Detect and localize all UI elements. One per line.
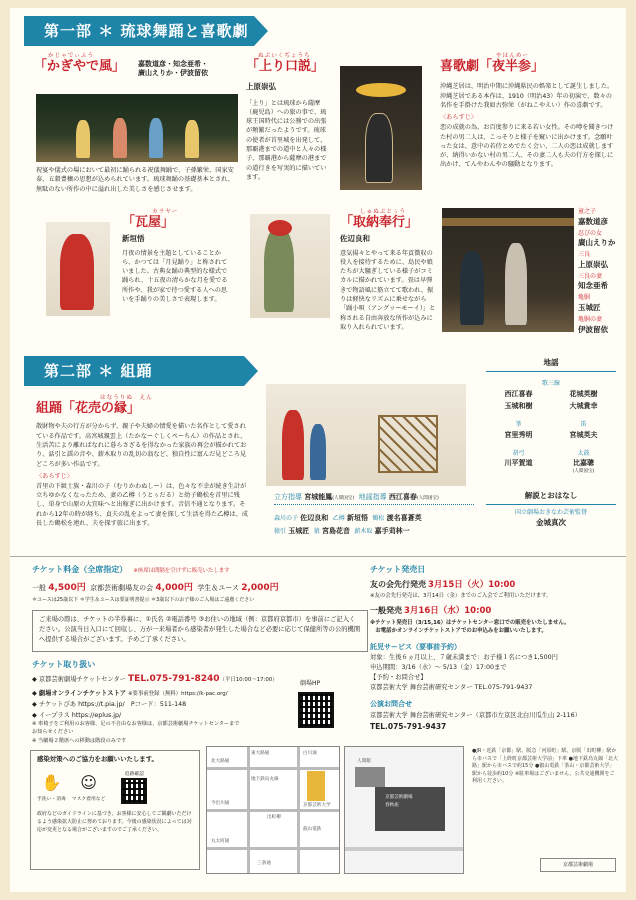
role-name: 玉城匠 — [578, 302, 601, 312]
role-name: 伊波留依 — [578, 324, 608, 334]
care-line3: 【予約・お問合せ】 — [370, 674, 427, 682]
sale-row — [370, 605, 620, 619]
member-label: 京都芸術劇場友の会 — [90, 583, 154, 592]
hana-block — [36, 394, 256, 528]
hana-title: 組踊「花売の縁」 — [36, 401, 141, 417]
ticket-divider — [10, 556, 626, 557]
koto-fue-grid — [486, 421, 616, 440]
yahanmi-ruby: やはんめー — [496, 53, 529, 59]
map-label: 北大路通 — [211, 759, 230, 764]
uta-member: 西江喜春 — [504, 389, 533, 398]
university-marker — [307, 771, 325, 801]
role-label: 童之子 — [578, 208, 597, 215]
price-note: ※座席は間隔を空けずに販売いたします — [133, 568, 230, 574]
yahanmi-note-label: 〈あらすじ〉 — [440, 114, 478, 122]
part1-banner: 第一部 ＊ 琉球舞踊と喜歌劇 — [24, 16, 254, 46]
covid-title: 感染対策へのご協力をお願いいたします。 — [37, 755, 158, 763]
role-label: 猿引 — [274, 528, 287, 536]
hana-desc: 散財物や夫の行方が分からず、親子や夫婦の情愛を描いた名作として愛されている作品です。高宮城親雲上（たかなーぐしくぺーちん）の作品とされ、生活苦により離ればなれに暮らさざるを得なかった家族の再会が描かれており、話引と謡の音や、薪木取りの乱切の翁など、独自性に富んだ見どころ見どころが多い作品です。 — [36, 423, 247, 468]
jiuta-sub: (人間国宝) — [416, 496, 439, 501]
tuin-desc: 意気揚々とやって来る年貢徴収の役人を接待するために、島民や娘たちが大騒ぎしている様子がコミカルに描かれています。畳は早弾きで物語風に筋立てて歌われ、振りは軽快なリズムに乗せながら「踊小唄（アングヮーモーイ）」と称される自由奔放な所作が込みに取り入れられています。 — [340, 249, 436, 331]
yahanmi-cast-list — [578, 208, 630, 337]
fue-label: 笛 — [580, 420, 587, 428]
covid-body: 政府などのガイドラインに基づき、お客様に安心してご観劇いただけるよう感染拡大防止に努めております。今後の感染状況によっては対応が変更となる場合がございますのでご了承ください。 — [37, 811, 192, 834]
uta-member: 玉城和樹 — [504, 401, 533, 410]
sale-title: チケット発売日 — [370, 565, 426, 574]
price-foot: ＊ユースは25歳以下 ＊学生＆ユースは要証明書提示 ＊3歳以下のお子様のご入場はご遠慮ください — [32, 596, 255, 603]
yahanmi-photo — [442, 208, 574, 332]
covid-item-hands — [37, 771, 66, 804]
kawara-title: 「瓦屋」 — [122, 215, 175, 231]
eplus-row[interactable]: ◆ イープラス https://eplus.jp/ — [32, 712, 122, 720]
role-name: 新垣悟 — [346, 514, 368, 522]
online-label: 劇場オンラインチケットストア — [38, 689, 127, 697]
contact-title: 公演お問合せ — [370, 700, 412, 709]
kajadifu-ruby: かじゃでぃふう — [48, 53, 95, 59]
role-label: 薪木取 — [354, 528, 373, 536]
campus-label: 人間館 — [357, 759, 371, 764]
online-row[interactable]: ◆ 劇場オンラインチケットストア ※要事前登録（無料）https://k-pac.org/ — [32, 689, 228, 697]
covid-trace — [121, 771, 147, 804]
map-label: 東大路通 — [251, 751, 270, 756]
role-name: 佐辺良和 — [300, 514, 329, 522]
covid-item-mask — [72, 771, 106, 804]
footer-stamp: 京都芸術劇場 — [540, 858, 616, 872]
wheelchair-row: ※ 車椅子をご利用のお客様、足の不自由なお客様は、京都芸術劇場チケットセンターまでお知らせください — [32, 721, 240, 736]
tuin-photo — [250, 214, 330, 318]
uta-member: 大城貴幸 — [569, 401, 598, 410]
tuin-cast: 佐辺良和 — [340, 234, 370, 244]
trace-qr-label: 追跡確認 — [124, 771, 144, 777]
role-label: 三良の妻 — [578, 272, 603, 280]
flyer-page — [10, 8, 626, 892]
sale-label: 一般発売 — [370, 606, 402, 616]
sale-note2: お電話かオンラインチケットストアでのお申込みをお願いいたします。 — [370, 628, 547, 635]
hand-wash-icon: ✋ — [41, 772, 62, 792]
student-label: 学生＆ユース — [197, 583, 239, 592]
hana-photo — [266, 384, 466, 486]
yahanmi-role-3 — [578, 273, 630, 293]
role-label: 三良 — [578, 251, 591, 259]
care-title: 託児サービス（要事前予約） — [370, 642, 461, 651]
role-name: 玉城匠 — [288, 527, 310, 536]
taiko-label: 太鼓 — [577, 449, 590, 457]
role-name: 渡名喜蒼英 — [386, 514, 422, 522]
staff-line — [274, 492, 474, 503]
kokyu-member: 川平賀道 — [504, 459, 533, 468]
jikata-panel — [486, 358, 616, 529]
koto-label: 箏 — [515, 420, 522, 428]
role-name: 嘉手苅林一 — [374, 527, 410, 536]
part2-banner: 第二部 ＊ 組踊 — [24, 356, 244, 386]
sale-date: 3月16日（水）10:00 — [404, 606, 492, 617]
kaisetsu-org: 国立劇場おきなわ芸術監督 — [514, 509, 587, 517]
taiko-sub: (人間国宝) — [572, 468, 595, 474]
presale-note: ※友の会先行発売は、3月14日（金）までのご入会でご利用いただけます。 — [370, 593, 552, 600]
campus-label: 春秋座 — [385, 803, 399, 808]
nubui-ruby: ぬぶいくぢょうち — [258, 53, 311, 59]
notice-box: ご来場の際は、チケットの半券裏に、①氏名 ②電話番号 ③お住いの地域（例：京都府京都市）を事前にご記入ください。公演当日入口にて回収し、万が一来場者から感染者が発生した場合など必要に応じて保健所等の公的機関へ提供する場合がございます。予めご了承ください。 — [32, 610, 368, 652]
price-row — [32, 582, 372, 595]
online-url[interactable]: ※要事前登録（無料）https://k-pac.org/ — [128, 690, 228, 697]
tate-sub: (人間国宝) — [332, 496, 355, 501]
jikata-heading: 地謡 — [543, 358, 559, 367]
kaisetsu-line — [486, 504, 616, 505]
price-title: チケット料金（全席指定） — [32, 565, 128, 574]
care-line2: 申込期間：3/16（水）～ 5/13（金）17:00まで — [370, 664, 507, 672]
member-price: 4,000円 — [155, 582, 193, 593]
map-label: 白川通 — [303, 751, 317, 756]
role-name: 宮島花音 — [321, 527, 350, 536]
map-label: 地下鉄烏丸線 — [251, 777, 279, 782]
kajadifu-cast-line1: 嘉数道彦・知念亜希・ — [138, 60, 208, 68]
role-label: 猿 — [313, 528, 320, 536]
hana-roles-row2 — [274, 525, 480, 538]
tuin-title: 「取納奉行」 — [340, 215, 419, 231]
tuin-block — [340, 208, 444, 332]
kajadifu-desc: 祝宴や儀式の場において最初に踊られる祝儀舞踊で、子孫繁栄、国家安泰、五穀豊穣の思想が込められています。琉球舞踊の基礎基本とされ、無駄のない所作の中に溢れ出した美しさを感じさせます。 — [36, 167, 234, 193]
trace-qr[interactable] — [121, 778, 147, 804]
child-note: 当劇場２階席への移動は階段のみです — [38, 737, 127, 744]
tuin-ruby: しゅぬぶとぅう — [360, 209, 407, 215]
kaisetsu-heading: 解説とおはなし — [524, 491, 578, 501]
kajadifu-title: 「かぎやで風」 — [34, 59, 126, 75]
theater-hp-qr[interactable] — [298, 692, 334, 728]
nubui-desc: 「上り」とは琉球から薩摩（鹿児島）への旅の事で、琉球王国時代には公務での出張が頻繁だったようです。琉球の使者が首里城を出発して、那覇港までの道中と人々の様子、那覇港から薩摩の港までの道行きを写実的に描いています。 — [246, 99, 327, 181]
yahanmi-role-5 — [578, 316, 630, 336]
staff-divider — [274, 504, 474, 505]
role-label: 森川の子 — [274, 515, 299, 522]
uta-label: 歌三線 — [541, 379, 560, 387]
kaisetsu-name: 金城真次 — [536, 517, 566, 527]
yahanmi-role-4 — [578, 294, 630, 314]
role-name: 上原崇弘 — [578, 259, 608, 269]
kajadifu-cast-line2: 廣山えりか・伊波留依 — [138, 69, 208, 78]
ningenkan-building — [355, 767, 385, 787]
presale-date: 3月15日（火）10:00 — [428, 579, 516, 590]
access-text: ●JR・近鉄「京都」駅、阪急「河原町」駅、京阪「出町柳」駅から市バスで「上終町京都芸術大学前」下車 ●地下鉄烏丸線「北大路」駅から市バスで約15分 ●叡山電鉄「茶山・京都芸術大学」駅から徒歩約10分 ※駐車場はございません。公共交通機関をご利用ください。 — [472, 748, 618, 784]
kokyu-taiko-grid — [486, 450, 616, 475]
yahanmi-desc: 沖縄芝居は、明治中期に沖縄県民の娯楽として誕生しました。沖縄芝居である本作は、1910（明治43）年の初演で、数々の名作を手掛けた我如古弥栄（がねこやえい）作の喜劇です。 — [440, 83, 614, 109]
wheelchair-note: 車椅子をご利用のお客様、足の不自由なお客様は、京都芸術劇場チケットセンターまでお知らせください — [32, 721, 240, 736]
tel-hours: （平日10:00～17:00） — [219, 677, 278, 683]
jiuta-label: 地謡指導 — [358, 493, 387, 501]
role-name: 廣山えりか — [578, 238, 616, 248]
kokyu-label: 胡弓 — [512, 449, 525, 457]
kajadifu-photo — [36, 94, 238, 162]
hp-qr-label: 劇場HP — [300, 680, 321, 687]
care-line4: 京都芸術大学 舞台芸術研究センター TEL.075-791-9437 — [370, 684, 533, 692]
fue-member: 宮城英夫 — [569, 430, 598, 439]
hana-roles — [274, 512, 480, 539]
role-label: 忍びの女 — [578, 229, 603, 237]
koto-member: 宮里秀明 — [504, 430, 533, 439]
mask-icon: ☺ — [80, 772, 97, 792]
contact-line1: 京都芸術大学 舞台芸術研究センター（京都市左京区北白川瓜生山 2-116） — [370, 711, 581, 719]
student-price: 2,000円 — [241, 582, 279, 593]
general-label: 一般 — [32, 583, 46, 592]
contact-tel[interactable]: TEL.075-791-9437 — [370, 721, 447, 731]
hana-roles-row1 — [274, 512, 480, 525]
uta-grid — [486, 389, 616, 411]
role-name: 知念亜希 — [578, 281, 608, 291]
map-label: 今出川通 — [211, 801, 230, 806]
role-name: 嘉数道彦 — [578, 216, 608, 226]
campus-label: 京都芸術劇場 — [385, 795, 413, 800]
general-price: 4,500円 — [48, 582, 86, 593]
map-label: 三条通 — [257, 861, 271, 866]
role-label: 亀胴の妻 — [578, 315, 603, 323]
tel-number[interactable]: TEL.075-791-8240 — [128, 674, 220, 684]
nubui-cast: 上原崇弘 — [246, 82, 276, 92]
kajadifu-cast — [138, 60, 248, 79]
role-label: 乙樽 — [332, 515, 345, 522]
sale-panel — [370, 564, 620, 733]
yahanmi-role-1 — [578, 230, 630, 250]
hana-note-label: 〈あらすじ〉 — [36, 472, 74, 480]
nubui-photo — [340, 66, 422, 190]
taiko-member: 比嘉聰 — [573, 459, 594, 468]
pia-row[interactable]: ◆ チケットぴあ https://t.pia.jp/ Pコード：511-148 — [32, 701, 187, 709]
eplus[interactable]: イープラス https://eplus.jp/ — [38, 712, 122, 720]
tate-label: 立方指導 — [274, 493, 302, 501]
kawara-ruby: カラヤー — [152, 209, 179, 215]
kawara-block — [122, 208, 240, 304]
ticket-price — [32, 564, 372, 604]
presale-row — [370, 579, 620, 593]
kawara-photo — [46, 222, 110, 316]
yahanmi-role-0 — [578, 208, 630, 228]
nubui-title: 「上り口説」 — [246, 59, 325, 75]
presale-label: 友の会先行発売 — [370, 579, 426, 589]
yahanmi-title: 喜歌劇「夜半参」 — [440, 59, 545, 75]
map-label: 丸太町通 — [211, 839, 230, 844]
map-label: 京都芸術大学 — [303, 803, 331, 808]
kawara-desc: 月夜の情景を主題としていることから、かつては「月見踊り」と称されていました。古典女踊の典型的な様式で踊られ、十五夜の清らかな月を愛でる所作や、我が家で待つ愛する人への思いを手踊りの美しさで表現します。 — [122, 249, 228, 304]
role-label: 亀胴 — [578, 294, 591, 302]
map-label: 出町柳 — [267, 815, 281, 820]
jiuta-name: 西江喜春 — [388, 493, 417, 501]
covid-item-label: 手洗い・消毒 — [37, 796, 66, 802]
map-label: 叡山電鉄 — [303, 827, 322, 832]
child-row: ※ 当劇場２階席への移動は階段のみです — [32, 737, 127, 744]
handling-title: チケット取り扱い — [32, 660, 96, 669]
area-map — [206, 746, 340, 874]
yahanmi-block — [440, 52, 630, 170]
nubui-block — [246, 52, 336, 182]
hana-note: 首里の下級士族・森川の子（むりかわぬしー）は、色々な不幸が続き生計が立ちゆかなくなったため、妻の乙樽（うとぅだる）と幼子鶴松を首里に残し、単身で山原の大宜味へと出稼ぎに出かけます。音信不通となります。それから12年の時が経ち、貞夫の乱をよって妻を探して生活を得た乙樽は、成長した鶴松を連れ、夫を探す旅に出ます。 — [36, 482, 249, 528]
tel-label: 京都芸術劇場チケットセンター — [38, 676, 127, 683]
tate-name: 宮城能鳳 — [304, 493, 333, 501]
sale-note1: ※チケット発売日（3/15,16）はチケットセンター窓口での販売をいたしません。 — [370, 619, 570, 626]
pia[interactable]: チケットぴあ https://t.pia.jp/ Pコード：511-148 — [38, 701, 187, 709]
covid-box — [30, 750, 200, 870]
yahanmi-role-2 — [578, 251, 630, 271]
campus-map — [344, 746, 464, 874]
care-line1: 対象：生後６ヵ月以上、７歳未満まで：お子様１名につき1,500円 — [370, 654, 558, 662]
covid-item-label: マスク着用など — [71, 796, 106, 802]
kawara-cast: 新垣悟 — [122, 234, 145, 244]
covid-icons — [37, 771, 193, 804]
uta-member: 花城英樹 — [569, 389, 598, 398]
tel-row[interactable]: ◆ 京都芸術劇場チケットセンター TEL.075-791-8240（平日10:00～17:00） — [32, 674, 278, 684]
jikata-line — [486, 371, 616, 372]
yahanmi-note: 恋の成就の為、お百度参りに来る若い女性。その噂を聞きつけた村の男二人は、こっそりと様子を窺いに出かけます。念願叶った女は、意中の若侍とめでたく会い、二人の恋は成就しますが、納得いかない村の男二人、その妻二人も夫の行方を探しに出かけ、てんやわんやの騒動となります。 — [440, 124, 614, 169]
role-label: 鶴松 — [372, 515, 385, 522]
hana-ruby: はなうりぬ えん — [100, 395, 153, 401]
